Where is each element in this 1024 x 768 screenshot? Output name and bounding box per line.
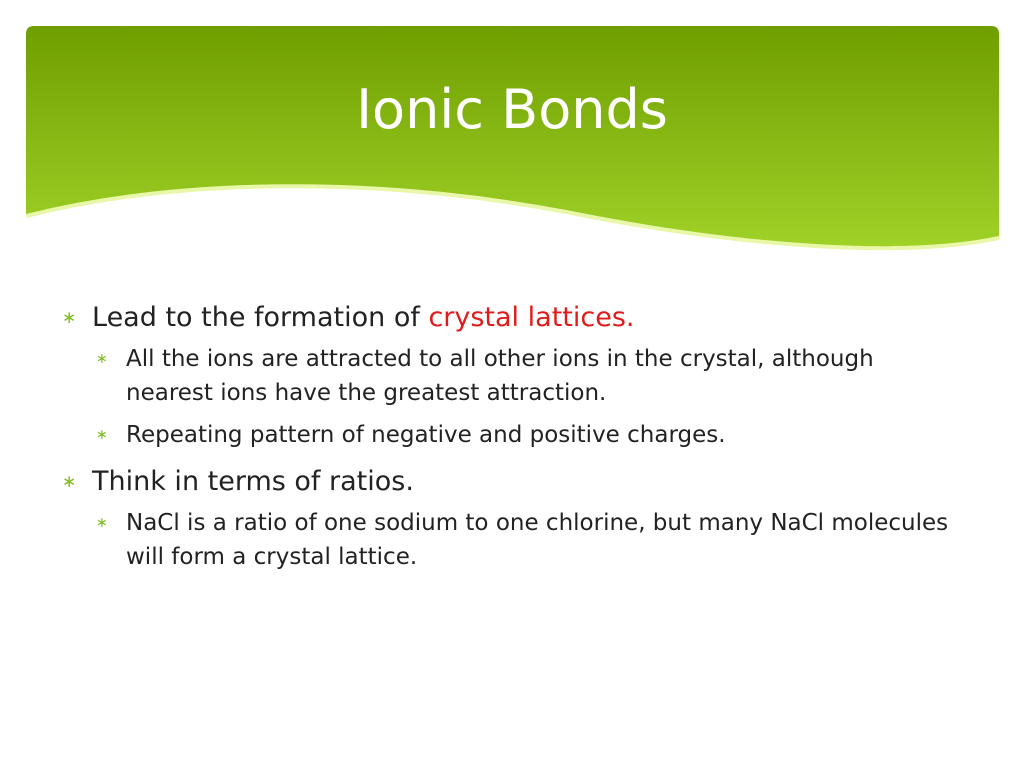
bullet-item-2 (60, 460, 960, 504)
highlighted-term: crystal lattices. (428, 302, 635, 333)
banner-wave-graphic (26, 26, 999, 284)
bullet-text: Think in terms of ratios. (92, 466, 414, 497)
bullet-item-1 (60, 296, 960, 340)
sub-bullet-item-2-1 (60, 506, 960, 574)
sub-bullet-text: All the ions are attracted to all other ions in the crystal, although nearest ions have the greatest attraction. (126, 346, 874, 406)
sub-bullet-item-1-1 (60, 342, 960, 410)
sub-bullet-text: Repeating pattern of negative and positive charges. (126, 422, 726, 448)
asterisk-bullet-icon: ∗ (96, 427, 108, 443)
bullet-list (60, 296, 960, 582)
slide-title: Ionic Bonds (356, 78, 668, 141)
asterisk-bullet-icon: ∗ (62, 472, 77, 492)
sub-bullet-item-1-2 (60, 418, 960, 452)
sub-bullet-text: NaCl is a ratio of one sodium to one chlorine, but many NaCl molecules will form a crystal lattice. (126, 510, 949, 570)
title-banner (26, 26, 999, 284)
asterisk-bullet-icon: ∗ (96, 515, 108, 531)
asterisk-bullet-icon: ∗ (96, 351, 108, 367)
asterisk-bullet-icon: ∗ (62, 308, 77, 328)
bullet-text: Lead to the formation of (92, 302, 429, 333)
